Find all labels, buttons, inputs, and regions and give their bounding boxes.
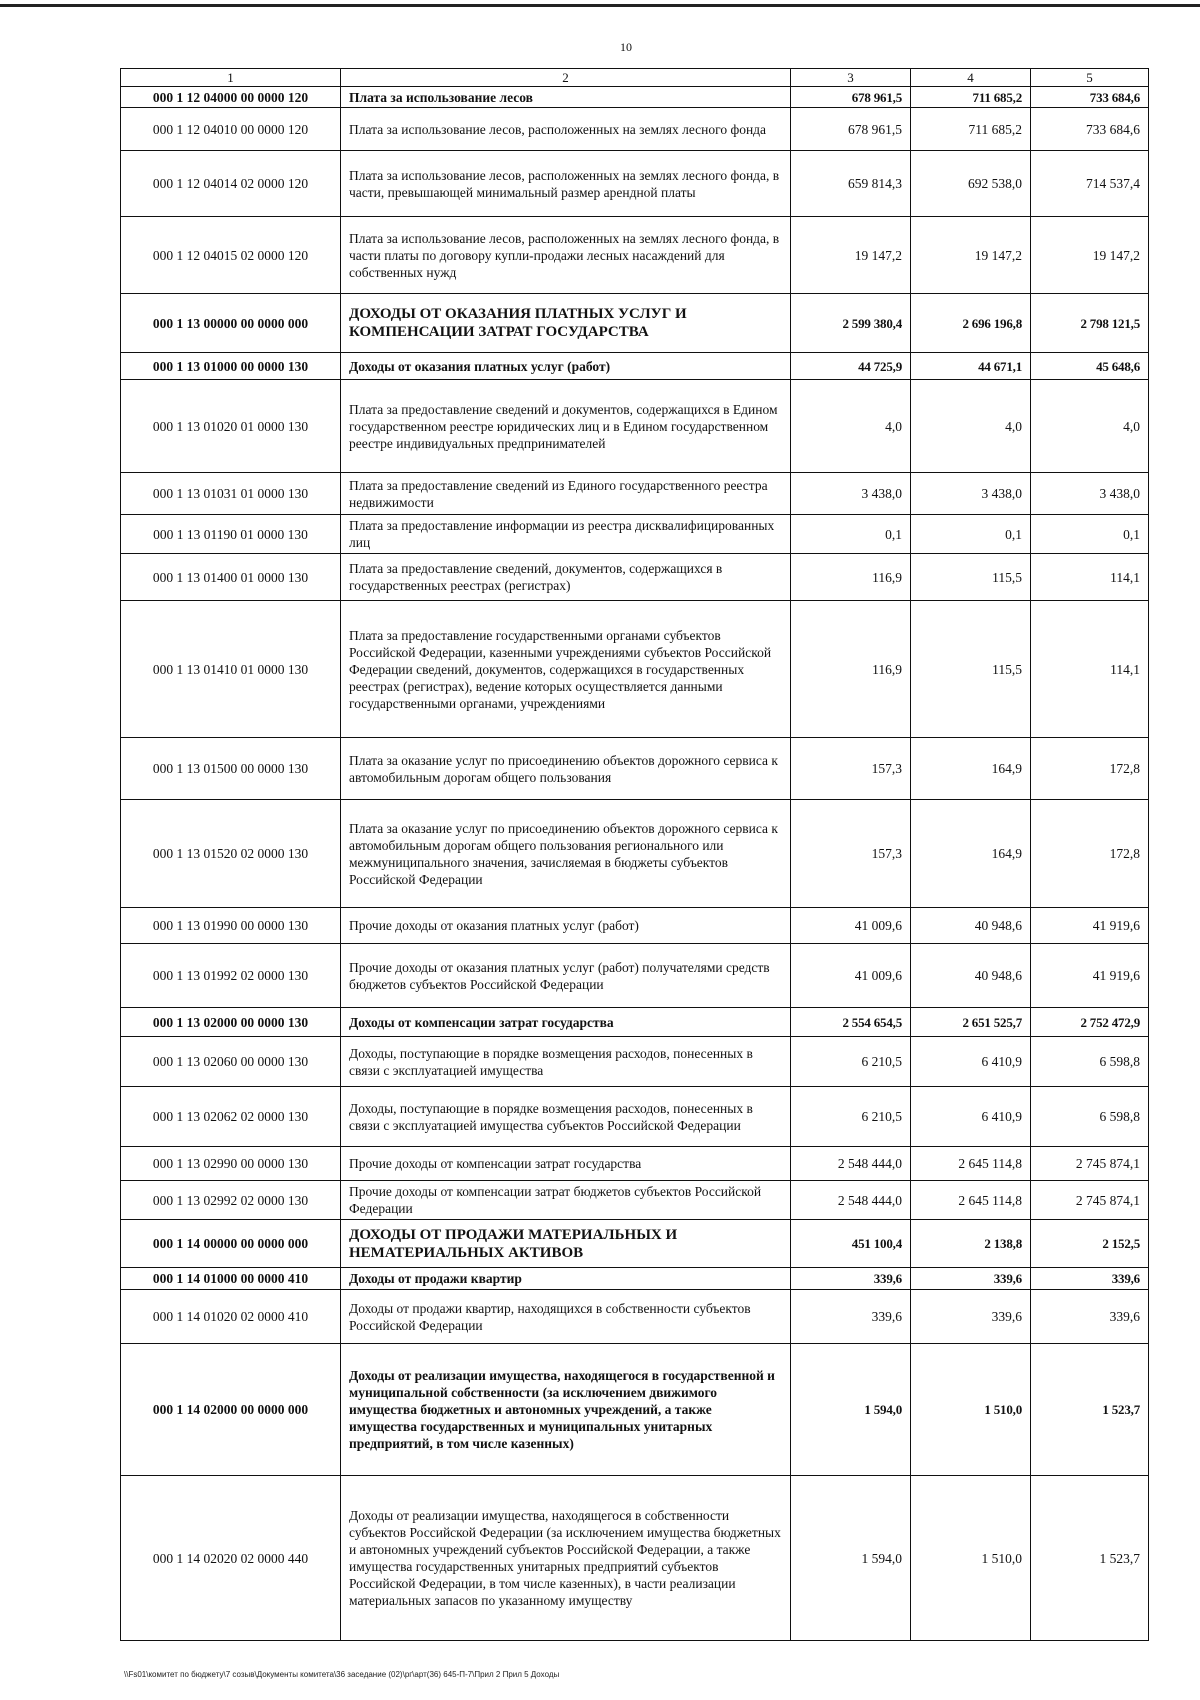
budget-code-cell: 000 1 13 01992 02 0000 130 <box>121 944 341 1008</box>
table-row <box>121 908 1149 944</box>
budget-code-cell: 000 1 14 01020 02 0000 410 <box>121 1290 341 1344</box>
value-col3-cell: 6 210,5 <box>791 1087 911 1147</box>
description-cell: Плата за использование лесов <box>341 87 791 108</box>
value-col4-cell: 2 138,8 <box>911 1220 1031 1268</box>
budget-code-cell: 000 1 13 01500 00 0000 130 <box>121 738 341 800</box>
description-cell: Доходы от оказания платных услуг (работ) <box>341 353 791 380</box>
value-col4-cell: 2 696 196,8 <box>911 294 1031 353</box>
value-col3-cell: 2 548 444,0 <box>791 1147 911 1181</box>
table-row <box>121 353 1149 380</box>
value-col4-cell: 711 685,2 <box>911 108 1031 151</box>
value-col5-cell: 2 152,5 <box>1031 1220 1149 1268</box>
value-col5-cell: 3 438,0 <box>1031 473 1149 515</box>
budget-code-cell: 000 1 13 01020 01 0000 130 <box>121 380 341 473</box>
description-cell: Прочие доходы от компенсации затрат бюджетов субъектов Российской Федерации <box>341 1181 791 1220</box>
value-col5-cell: 114,1 <box>1031 554 1149 601</box>
value-col3-cell: 116,9 <box>791 554 911 601</box>
value-col3-cell: 44 725,9 <box>791 353 911 380</box>
value-col3-cell: 451 100,4 <box>791 1220 911 1268</box>
description-cell: Плата за использование лесов, расположенных на землях лесного фонда, в части, превышающей минимальный размер арендной платы <box>341 151 791 217</box>
value-col3-cell: 41 009,6 <box>791 908 911 944</box>
description-cell: Плата за оказание услуг по присоединению объектов дорожного сервиса к автомобильным дорогам общего пользования <box>341 738 791 800</box>
budget-code-cell: 000 1 13 02990 00 0000 130 <box>121 1147 341 1181</box>
budget-code-cell: 000 1 12 04010 00 0000 120 <box>121 108 341 151</box>
budget-code-cell: 000 1 13 00000 00 0000 000 <box>121 294 341 353</box>
value-col4-cell: 339,6 <box>911 1268 1031 1290</box>
table-header-row <box>121 69 1149 87</box>
value-col5-cell: 733 684,6 <box>1031 87 1149 108</box>
description-cell: Доходы от продажи квартир, находящихся в собственности субъектов Российской Федерации <box>341 1290 791 1344</box>
table-row <box>121 473 1149 515</box>
column-header-5: 5 <box>1031 69 1149 87</box>
description-cell: Доходы от реализации имущества, находящегося в собственности субъектов Российской Федерации (за исключением имущества бюджетных и автономных учреждений субъектов Российской Федерации, а также имущества государственных унитарных предприятий субъектов Российской Федерации, в том числе казенных), в части реализации материальных запасов по указанному имуществу <box>341 1476 791 1641</box>
table-row <box>121 1087 1149 1147</box>
value-col3-cell: 0,1 <box>791 515 911 554</box>
value-col3-cell: 2 554 654,5 <box>791 1008 911 1037</box>
table-row <box>121 1476 1149 1641</box>
description-cell: Прочие доходы от компенсации затрат государства <box>341 1147 791 1181</box>
budget-code-cell: 000 1 13 02060 00 0000 130 <box>121 1037 341 1087</box>
page-number: 10 <box>620 40 632 54</box>
description-cell: Плата за оказание услуг по присоединению объектов дорожного сервиса к автомобильным дорогам общего пользования регионального или межмуниципального значения, зачисляемая в бюджеты субъектов Российской Федерации <box>341 800 791 908</box>
value-col5-cell: 0,1 <box>1031 515 1149 554</box>
value-col5-cell: 714 537,4 <box>1031 151 1149 217</box>
budget-code-cell: 000 1 13 01520 02 0000 130 <box>121 800 341 908</box>
value-col3-cell: 339,6 <box>791 1268 911 1290</box>
value-col4-cell: 0,1 <box>911 515 1031 554</box>
value-col5-cell: 1 523,7 <box>1031 1476 1149 1641</box>
description-cell: ДОХОДЫ ОТ ОКАЗАНИЯ ПЛАТНЫХ УСЛУГ И КОМПЕНСАЦИИ ЗАТРАТ ГОСУДАРСТВА <box>341 294 791 353</box>
table-row <box>121 944 1149 1008</box>
table-body <box>121 87 1149 1641</box>
value-col4-cell: 2 645 114,8 <box>911 1147 1031 1181</box>
value-col4-cell: 19 147,2 <box>911 217 1031 294</box>
value-col5-cell: 733 684,6 <box>1031 108 1149 151</box>
table-row <box>121 1008 1149 1037</box>
value-col5-cell: 19 147,2 <box>1031 217 1149 294</box>
value-col3-cell: 339,6 <box>791 1290 911 1344</box>
table-row <box>121 1181 1149 1220</box>
value-col4-cell: 164,9 <box>911 800 1031 908</box>
value-col3-cell: 1 594,0 <box>791 1344 911 1476</box>
value-col4-cell: 115,5 <box>911 554 1031 601</box>
column-header-1: 1 <box>121 69 341 87</box>
description-cell: Прочие доходы от оказания платных услуг (работ) получателями средств бюджетов субъектов Российской Федерации <box>341 944 791 1008</box>
description-cell: Доходы от реализации имущества, находящегося в государственной и муниципальной собственности (за исключением движимого имущества бюджетных и автономных учреждений, а также имущества государственных и муниципальных унитарных предприятий, в том числе казенных) <box>341 1344 791 1476</box>
value-col5-cell: 339,6 <box>1031 1268 1149 1290</box>
value-col3-cell: 2 548 444,0 <box>791 1181 911 1220</box>
value-col4-cell: 4,0 <box>911 380 1031 473</box>
table-row <box>121 554 1149 601</box>
value-col4-cell: 6 410,9 <box>911 1037 1031 1087</box>
description-cell: Доходы от компенсации затрат государства <box>341 1008 791 1037</box>
value-col3-cell: 1 594,0 <box>791 1476 911 1641</box>
value-col5-cell: 114,1 <box>1031 601 1149 738</box>
table-row <box>121 1268 1149 1290</box>
value-col5-cell: 41 919,6 <box>1031 944 1149 1008</box>
value-col4-cell: 2 645 114,8 <box>911 1181 1031 1220</box>
value-col3-cell: 678 961,5 <box>791 108 911 151</box>
value-col3-cell: 2 599 380,4 <box>791 294 911 353</box>
description-cell: Прочие доходы от оказания платных услуг (работ) <box>341 908 791 944</box>
value-col5-cell: 172,8 <box>1031 738 1149 800</box>
value-col4-cell: 164,9 <box>911 738 1031 800</box>
value-col4-cell: 3 438,0 <box>911 473 1031 515</box>
description-cell: Плата за использование лесов, расположенных на землях лесного фонда, в части платы по договору купли-продажи лесных насаждений для собственных нужд <box>341 217 791 294</box>
table-row <box>121 515 1149 554</box>
value-col5-cell: 1 523,7 <box>1031 1344 1149 1476</box>
value-col5-cell: 41 919,6 <box>1031 908 1149 944</box>
value-col3-cell: 157,3 <box>791 738 911 800</box>
budget-code-cell: 000 1 14 02020 02 0000 440 <box>121 1476 341 1641</box>
value-col3-cell: 19 147,2 <box>791 217 911 294</box>
budget-code-cell: 000 1 14 00000 00 0000 000 <box>121 1220 341 1268</box>
budget-code-cell: 000 1 12 04014 02 0000 120 <box>121 151 341 217</box>
value-col3-cell: 157,3 <box>791 800 911 908</box>
value-col4-cell: 115,5 <box>911 601 1031 738</box>
value-col4-cell: 1 510,0 <box>911 1476 1031 1641</box>
revenue-table <box>120 68 1149 1641</box>
budget-code-cell: 000 1 14 02000 00 0000 000 <box>121 1344 341 1476</box>
table-row <box>121 380 1149 473</box>
budget-code-cell: 000 1 13 01000 00 0000 130 <box>121 353 341 380</box>
description-cell: Плата за предоставление государственными органами субъектов Российской Федерации, казенными учреждениями субъектов Российской Федерации сведений, документов, содержащихся в государственных реестрах (регистрах), ведение которых осуществляется данными государственными органами, учреждениями <box>341 601 791 738</box>
table-row <box>121 738 1149 800</box>
value-col3-cell: 4,0 <box>791 380 911 473</box>
value-col4-cell: 40 948,6 <box>911 944 1031 1008</box>
value-col5-cell: 4,0 <box>1031 380 1149 473</box>
table-row <box>121 217 1149 294</box>
budget-code-cell: 000 1 12 04000 00 0000 120 <box>121 87 341 108</box>
value-col4-cell: 1 510,0 <box>911 1344 1031 1476</box>
table-row <box>121 601 1149 738</box>
value-col4-cell: 40 948,6 <box>911 908 1031 944</box>
value-col3-cell: 116,9 <box>791 601 911 738</box>
table-row <box>121 151 1149 217</box>
table-row <box>121 1037 1149 1087</box>
table-row <box>121 1220 1149 1268</box>
value-col4-cell: 2 651 525,7 <box>911 1008 1031 1037</box>
budget-code-cell: 000 1 13 02000 00 0000 130 <box>121 1008 341 1037</box>
value-col5-cell: 2 745 874,1 <box>1031 1147 1149 1181</box>
description-cell: Плата за предоставление сведений из Единого государственного реестра недвижимости <box>341 473 791 515</box>
description-cell: Доходы от продажи квартир <box>341 1268 791 1290</box>
file-path-footer: \\Fs01\комитет по бюджету\7 созыв\Документы комитета\36 заседание (02)\рг\арт(36) 645-П-7\Прил 2 Прил 5 Доходы <box>124 1670 560 1679</box>
value-col4-cell: 692 538,0 <box>911 151 1031 217</box>
value-col5-cell: 6 598,8 <box>1031 1037 1149 1087</box>
description-cell: Доходы, поступающие в порядке возмещения расходов, понесенных в связи с эксплуатацией имущества субъектов Российской Федерации <box>341 1087 791 1147</box>
table-row <box>121 1290 1149 1344</box>
value-col5-cell: 45 648,6 <box>1031 353 1149 380</box>
table-row <box>121 1344 1149 1476</box>
value-col4-cell: 339,6 <box>911 1290 1031 1344</box>
value-col4-cell: 711 685,2 <box>911 87 1031 108</box>
description-cell: ДОХОДЫ ОТ ПРОДАЖИ МАТЕРИАЛЬНЫХ И НЕМАТЕРИАЛЬНЫХ АКТИВОВ <box>341 1220 791 1268</box>
budget-code-cell: 000 1 14 01000 00 0000 410 <box>121 1268 341 1290</box>
value-col4-cell: 6 410,9 <box>911 1087 1031 1147</box>
table-row <box>121 108 1149 151</box>
description-cell: Плата за предоставление сведений, документов, содержащихся в государственных реестрах (регистрах) <box>341 554 791 601</box>
value-col5-cell: 339,6 <box>1031 1290 1149 1344</box>
column-header-4: 4 <box>911 69 1031 87</box>
value-col5-cell: 2 798 121,5 <box>1031 294 1149 353</box>
budget-code-cell: 000 1 13 02992 02 0000 130 <box>121 1181 341 1220</box>
value-col3-cell: 41 009,6 <box>791 944 911 1008</box>
table-row <box>121 294 1149 353</box>
value-col5-cell: 6 598,8 <box>1031 1087 1149 1147</box>
table-row <box>121 87 1149 108</box>
top-border-line <box>0 4 1200 7</box>
budget-code-cell: 000 1 13 02062 02 0000 130 <box>121 1087 341 1147</box>
table-row <box>121 1147 1149 1181</box>
value-col3-cell: 6 210,5 <box>791 1037 911 1087</box>
budget-code-cell: 000 1 13 01190 01 0000 130 <box>121 515 341 554</box>
table-row <box>121 800 1149 908</box>
budget-code-cell: 000 1 13 01990 00 0000 130 <box>121 908 341 944</box>
description-cell: Плата за использование лесов, расположенных на землях лесного фонда <box>341 108 791 151</box>
value-col3-cell: 3 438,0 <box>791 473 911 515</box>
description-cell: Плата за предоставление информации из реестра дисквалифицированных лиц <box>341 515 791 554</box>
budget-code-cell: 000 1 12 04015 02 0000 120 <box>121 217 341 294</box>
budget-code-cell: 000 1 13 01400 01 0000 130 <box>121 554 341 601</box>
value-col5-cell: 2 752 472,9 <box>1031 1008 1149 1037</box>
value-col5-cell: 2 745 874,1 <box>1031 1181 1149 1220</box>
column-header-3: 3 <box>791 69 911 87</box>
description-cell: Доходы, поступающие в порядке возмещения расходов, понесенных в связи с эксплуатацией имущества <box>341 1037 791 1087</box>
value-col5-cell: 172,8 <box>1031 800 1149 908</box>
value-col3-cell: 659 814,3 <box>791 151 911 217</box>
column-header-2: 2 <box>341 69 791 87</box>
budget-code-cell: 000 1 13 01410 01 0000 130 <box>121 601 341 738</box>
description-cell: Плата за предоставление сведений и документов, содержащихся в Едином государственном реестре юридических лиц и в Едином государственном реестре индивидуальных предпринимателей <box>341 380 791 473</box>
value-col4-cell: 44 671,1 <box>911 353 1031 380</box>
budget-code-cell: 000 1 13 01031 01 0000 130 <box>121 473 341 515</box>
value-col3-cell: 678 961,5 <box>791 87 911 108</box>
